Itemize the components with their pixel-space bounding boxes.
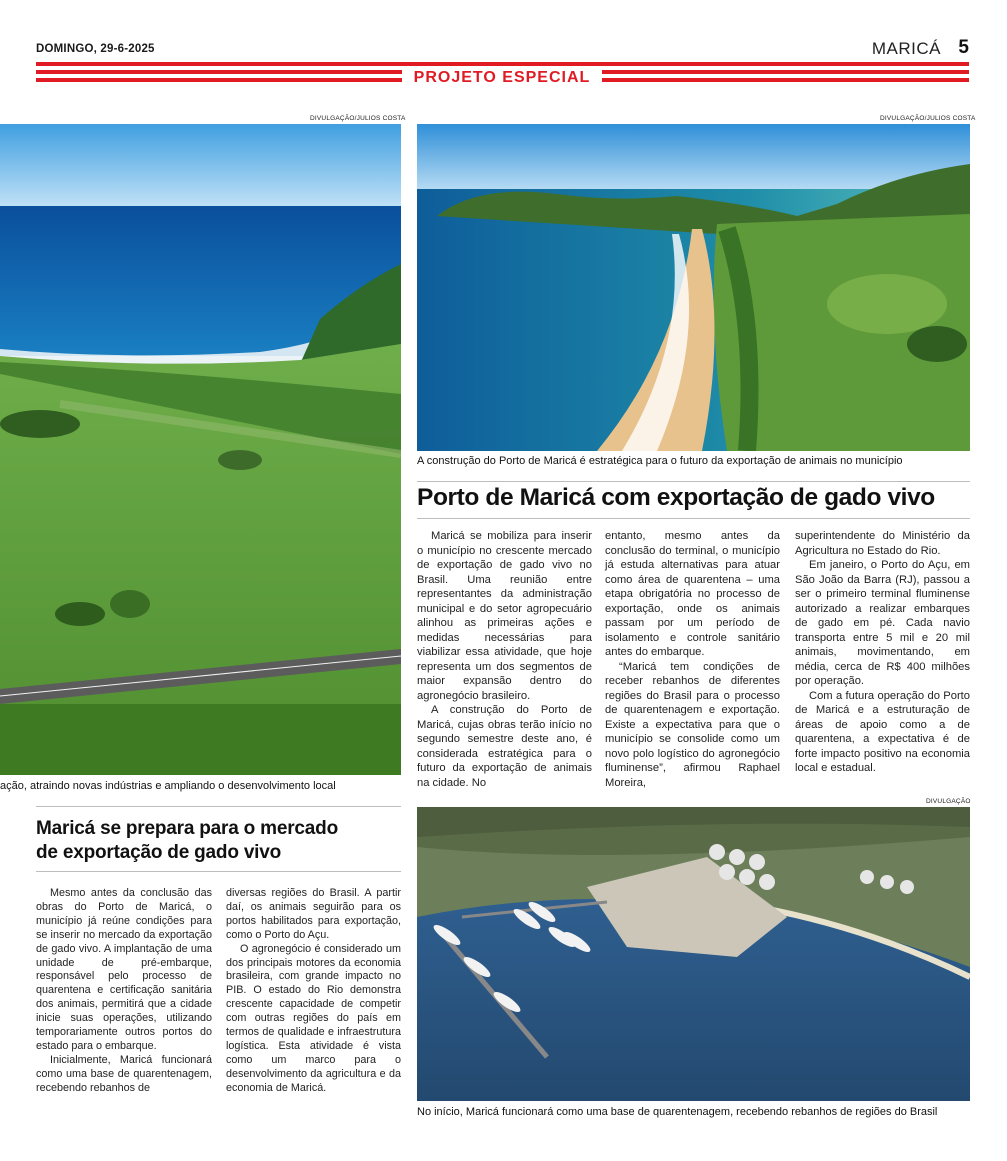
coastal-landscape-photo: [0, 124, 401, 775]
article-headline: Porto de Maricá com exportação de gado vivo: [417, 484, 935, 511]
photo-caption: No início, Maricá funcionará como uma base de quarentenagem, recebendo rebanhos de regiões do Brasil: [417, 1106, 938, 1118]
article-paragraph: Em janeiro, o Porto do Açu, em São João da Barra (RJ), passou a ser o primeiro terminal fluminense autorizado a realizar embarques de gado em pé. Cada navio transporta entre 5 mil e 20 mil animais, movimentando, em média, cerca de R$ 400 milhões por operação.: [795, 559, 970, 687]
article-column-2: [226, 887, 401, 1096]
article-paragraph: diversas regiões do Brasil. A partir daí, os animais seguirão para os portos habilitados para exportação, como o Porto do Açu.: [226, 887, 401, 941]
photo-caption: A construção do Porto de Maricá é estratégica para o futuro da exportação de animais no município: [417, 455, 903, 467]
section-city: MARICÁ: [871, 39, 941, 58]
article-paragraph: superintendente do Ministério da Agricultura no Estado do Rio.: [795, 530, 970, 557]
headline-rule: [36, 806, 401, 807]
article-paragraph: entanto, mesmo antes da conclusão do terminal, o município já estuda alternativas para atuar como área de quarentena – uma etapa obrigatória no processo de exportação, onde os animais passam por um período de isolamento e controle sanitário antes do embarque.: [605, 530, 780, 658]
article-paragraph: Mesmo antes da conclusão das obras do Porto de Maricá, o município já reúne condições para se inserir no mercado da exportação de gado vivo. A implantação de uma unidade de pré-embarque, responsável pelo processo de quarentena e certificação sanitária dos animais, permitirá que a cidade inicie suas operações, utilizando temporariamente outros portos do estado para o embarque.: [36, 887, 212, 1052]
article-paragraph: O agronegócio é considerado um dos principais motores da economia brasileira, com grande impacto no PIB. O estado do Rio demonstra crescente capacidade de competir com outras regiões do país em termos de qualidade e infraestrutura logística. Esta atividade é vista como um marco para o desenvolvimento da agricultura e da economia de Maricá.: [226, 942, 401, 1094]
article-column-3: [795, 529, 970, 776]
photo-caption: ação, atraindo novas indústrias e ampliando o desenvolvimento local: [0, 780, 336, 792]
headline-rule: [417, 481, 970, 482]
article-paragraph: A construção do Porto de Maricá, cujas obras terão início no segundo semestre deste ano, é considerada estratégica para o futuro da exportação de animais na cidade. No: [417, 704, 592, 789]
article-column-1: [36, 887, 212, 1096]
section-label: PROJETO ESPECIAL: [402, 66, 602, 90]
photo-credit: DIVULGAÇÃO/JULIOS COSTA: [880, 115, 976, 122]
headline-rule: [36, 871, 401, 872]
beach-aerial-photo: [417, 124, 970, 451]
article-column-1: [417, 529, 592, 790]
article-headline: [36, 817, 338, 865]
headline-line: Maricá se prepara para o mercado: [36, 818, 338, 839]
port-rendering-image: [417, 807, 970, 1101]
headline-rule: [417, 518, 970, 519]
article-column-2: [605, 529, 780, 790]
edition-date: DOMINGO, 29-6-2025: [36, 43, 155, 55]
article-paragraph: “Maricá tem condições de receber rebanhos de diferentes regiões do Brasil para o processo de quarentenagem e exportação. Existe a expectativa para que o município se consolide como um novo polo logístico do agronegócio fluminense”, afirmou Raphael Moreira,: [605, 660, 780, 789]
article-paragraph: Inicialmente, Maricá funcionará como uma base de quarentenagem, recebendo rebanhos de: [36, 1053, 212, 1094]
article-paragraph: Maricá se mobiliza para inserir o município no crescente mercado de exportação de gado vivo no Brasil. Uma reunião entre representantes da administração municipal e do setor agropecuário alinhou as primeiras ações e medidas necessárias para viabilizar essa atividade, que hoje representa um dos segmentos de maior expansão dentro do agronegócio brasileiro.: [417, 530, 592, 702]
photo-credit: DIVULGAÇÃO/JULIOS COSTA: [310, 115, 406, 122]
headline-line: de exportação de gado vivo: [36, 842, 282, 863]
article-paragraph: Com a futura operação do Porto de Maricá e a estruturação de áreas de apoio como a de quarentena, a expectativa é de forte impacto positivo na economia local e estadual.: [795, 689, 970, 774]
photo-credit: DIVULGAÇÃO: [926, 798, 971, 805]
page-number: 5: [958, 37, 969, 58]
